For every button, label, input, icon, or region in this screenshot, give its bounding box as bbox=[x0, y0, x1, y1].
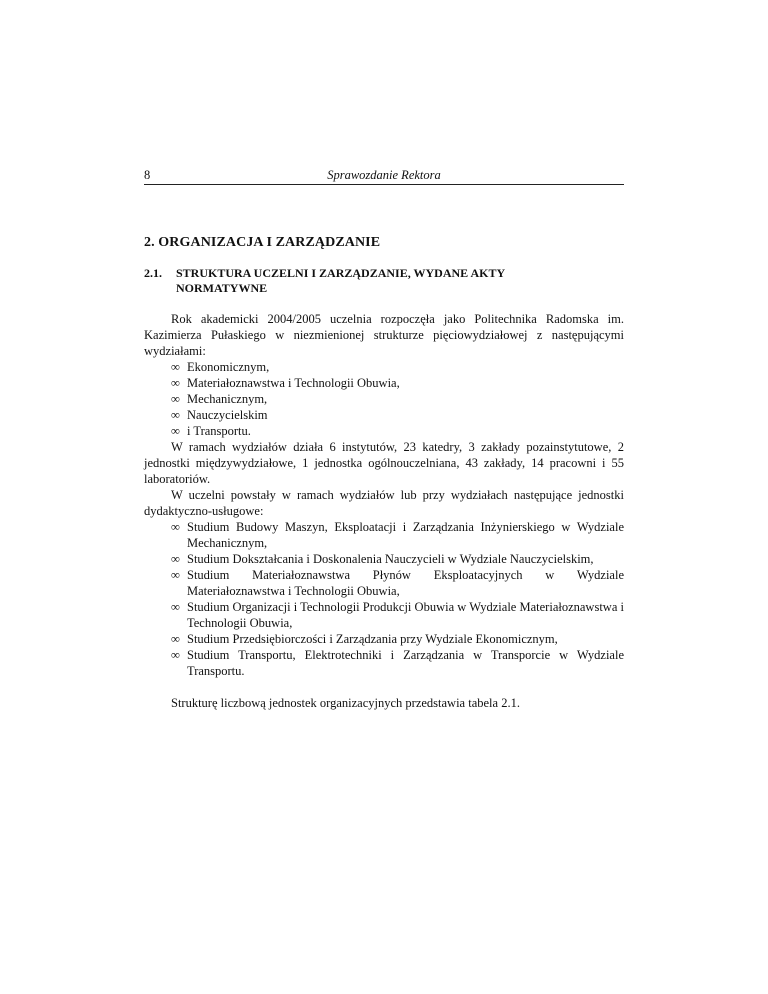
infinity-bullet-icon: ∞ bbox=[171, 376, 180, 390]
list-item-text: i Transportu. bbox=[187, 424, 251, 438]
list-item bbox=[144, 551, 624, 567]
section-title-line: NORMATYWNE bbox=[176, 281, 268, 295]
list-item bbox=[144, 359, 624, 375]
body-text bbox=[144, 311, 624, 711]
faculty-list bbox=[144, 359, 624, 439]
paragraph-table-reference: Strukturę liczbową jednostek organizacyjnych przedstawia tabela 2.1. bbox=[171, 696, 520, 710]
units-list bbox=[144, 519, 624, 679]
list-item bbox=[144, 423, 624, 439]
paragraph-gap bbox=[144, 679, 624, 695]
list-item-text: Ekonomicznym, bbox=[187, 360, 270, 374]
infinity-bullet-icon: ∞ bbox=[171, 408, 180, 422]
list-item bbox=[144, 407, 624, 423]
infinity-bullet-icon: ∞ bbox=[171, 424, 180, 438]
list-item-text: Studium Budowy Maszyn, Eksploatacji i Zarządzania Inżynierskiego w Wydziale Mechanicznym, bbox=[187, 520, 624, 550]
list-item bbox=[144, 599, 624, 631]
list-item bbox=[144, 375, 624, 391]
list-item-text: Studium Przedsiębiorczości i Zarządzania przy Wydziale Ekonomicznym, bbox=[187, 632, 558, 646]
list-item bbox=[144, 631, 624, 647]
section-title bbox=[176, 266, 596, 296]
list-item-text: Studium Materiałoznawstwa Płynów Eksploatacyjnych w Wydziale Materiałoznawstwa i Technologii Obuwia, bbox=[187, 568, 624, 598]
list-item bbox=[144, 647, 624, 679]
list-item bbox=[144, 567, 624, 599]
infinity-bullet-icon: ∞ bbox=[171, 600, 180, 614]
infinity-bullet-icon: ∞ bbox=[171, 520, 180, 534]
list-item-text: Studium Dokształcania i Doskonalenia Nauczycieli w Wydziale Nauczycielskim, bbox=[187, 552, 594, 566]
page-number: 8 bbox=[144, 168, 151, 182]
page-header bbox=[144, 168, 624, 184]
list-item-text: Mechanicznym, bbox=[187, 392, 268, 406]
list-item-text: Materiałoznawstwa i Technologii Obuwia, bbox=[187, 376, 400, 390]
infinity-bullet-icon: ∞ bbox=[171, 648, 180, 662]
section-number: 2.1. bbox=[144, 266, 162, 280]
paragraph-intro: Rok akademicki 2004/2005 uczelnia rozpoczęła jako Politechnika Radomska im. Kazimierza Pułaskiego w niezmienionej strukturze pięciowydziałowej z następującymi wydziałami: bbox=[144, 312, 624, 358]
header-rule bbox=[144, 184, 624, 185]
paragraph-structure: W ramach wydziałów działa 6 instytutów, 23 katedry, 3 zakłady pozainstytutowe, 2 jednostki międzywydziałowe, 1 jednostka ogólnouczelniana, 43 zakłady, 14 pracowni i 55 laboratoriów. bbox=[144, 440, 624, 486]
list-item-text: Studium Transportu, Elektrotechniki i Zarządzania w Transporcie w Wydziale Transportu. bbox=[187, 648, 624, 678]
infinity-bullet-icon: ∞ bbox=[171, 632, 180, 646]
chapter-heading: 2. ORGANIZACJA I ZARZĄDZANIE bbox=[144, 235, 381, 250]
infinity-bullet-icon: ∞ bbox=[171, 360, 180, 374]
running-title: Sprawozdanie Rektora bbox=[327, 168, 441, 182]
list-item-text: Studium Organizacji i Technologii Produkcji Obuwia w Wydziale Materiałoznawstwa i Technologii Obuwia, bbox=[187, 600, 624, 630]
list-item bbox=[144, 519, 624, 551]
list-item bbox=[144, 391, 624, 407]
infinity-bullet-icon: ∞ bbox=[171, 568, 180, 582]
paragraph-units: W uczelni powstały w ramach wydziałów lub przy wydziałach następujące jednostki dydaktyczno-usługowe: bbox=[144, 488, 624, 518]
infinity-bullet-icon: ∞ bbox=[171, 392, 180, 406]
list-item-text: Nauczycielskim bbox=[187, 408, 268, 422]
section-title-line: STRUKTURA UCZELNI I ZARZĄDZANIE, WYDANE AKTY bbox=[176, 266, 506, 280]
infinity-bullet-icon: ∞ bbox=[171, 552, 180, 566]
